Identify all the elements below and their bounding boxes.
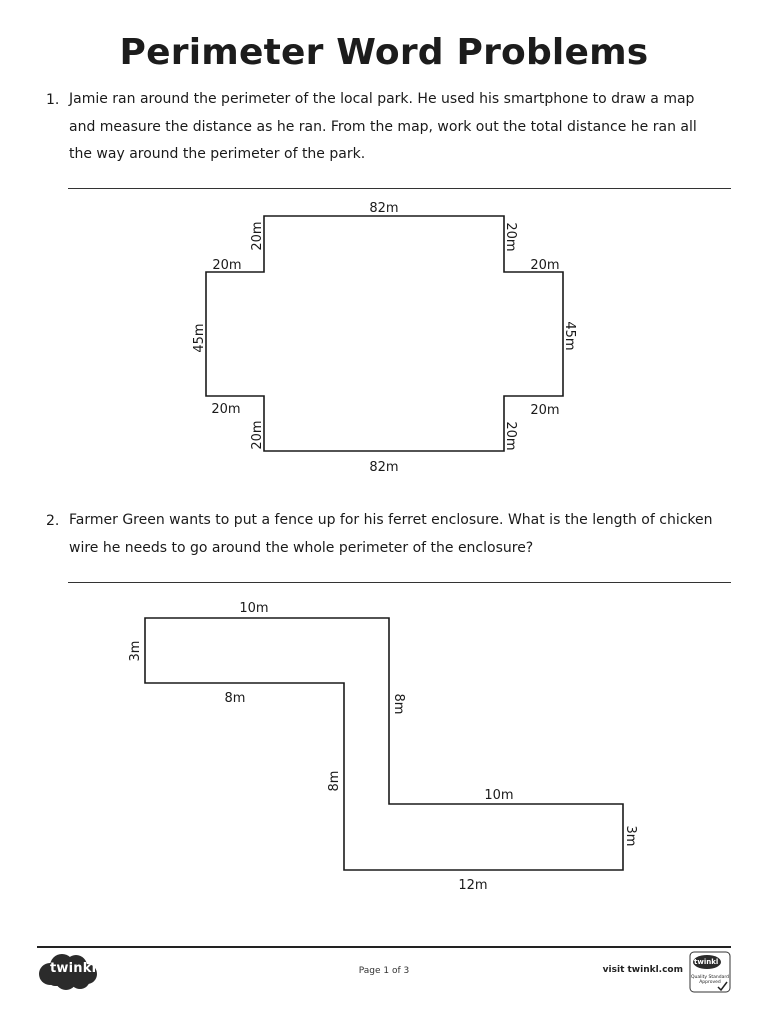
footer-divider (37, 946, 731, 948)
badge-title: twinkl (694, 958, 719, 966)
question-1-line-1: Jamie ran around the perimeter of the local park. He used his smartphone to draw a map (69, 91, 695, 107)
park-bottom-label: 82m (369, 460, 399, 475)
question-1-number: 1. (46, 92, 60, 108)
enclosure-right-end-label: 3m (623, 825, 638, 847)
park-top-left-horizontal-label: 20m (212, 258, 242, 273)
enclosure-upper-inner-label: 8m (224, 691, 246, 706)
enclosure-bottom-label: 12m (458, 878, 488, 893)
enclosure-upper-right-vertical-label: 8m (391, 693, 406, 715)
park-bottom-right-horizontal-label: 20m (530, 403, 560, 418)
park-left-label: 45m (192, 323, 207, 353)
question-2-line-2: wire he needs to go around the whole perimeter of the enclosure? (69, 539, 534, 556)
enclosure-left-end-label: 3m (128, 640, 143, 662)
enclosure-lower-inner-label: 10m (484, 788, 514, 803)
park-bottom-right-vertical-label: 20m (503, 421, 518, 451)
page-title: Perimeter Word Problems (119, 32, 649, 73)
badge-text: Quality Standard Approved (691, 975, 729, 985)
park-bottom-left-vertical-label: 20m (250, 420, 265, 450)
park-bottom-left-horizontal-label: 20m (211, 402, 241, 417)
park-right-label: 45m (562, 321, 577, 351)
question-2-number: 2. (46, 513, 60, 529)
visit-website-link[interactable]: visit twinkl.com (602, 965, 683, 975)
page-number: Page 1 of 3 (358, 966, 410, 976)
quality-standard-badge (689, 951, 731, 993)
park-top-label: 82m (369, 201, 399, 216)
park-top-right-vertical-label: 20m (503, 222, 518, 252)
park-top-right-horizontal-label: 20m (530, 258, 560, 273)
question-2-line-1: Farmer Green wants to put a fence up for his ferret enclosure. What is the length of chicken (69, 512, 713, 528)
question-1-line-3: the way around the perimeter of the park. (69, 146, 366, 162)
park-top-left-vertical-label: 20m (250, 221, 265, 251)
enclosure-top-label: 10m (239, 601, 269, 616)
enclosure-lower-left-vertical-label: 8m (327, 770, 342, 792)
twinkl-logo-text: twinkl (50, 961, 97, 976)
question-1-line-2: and measure the distance as he ran. From the map, work out the total distance he ran all (69, 118, 697, 135)
enclosure-outline (145, 618, 623, 870)
